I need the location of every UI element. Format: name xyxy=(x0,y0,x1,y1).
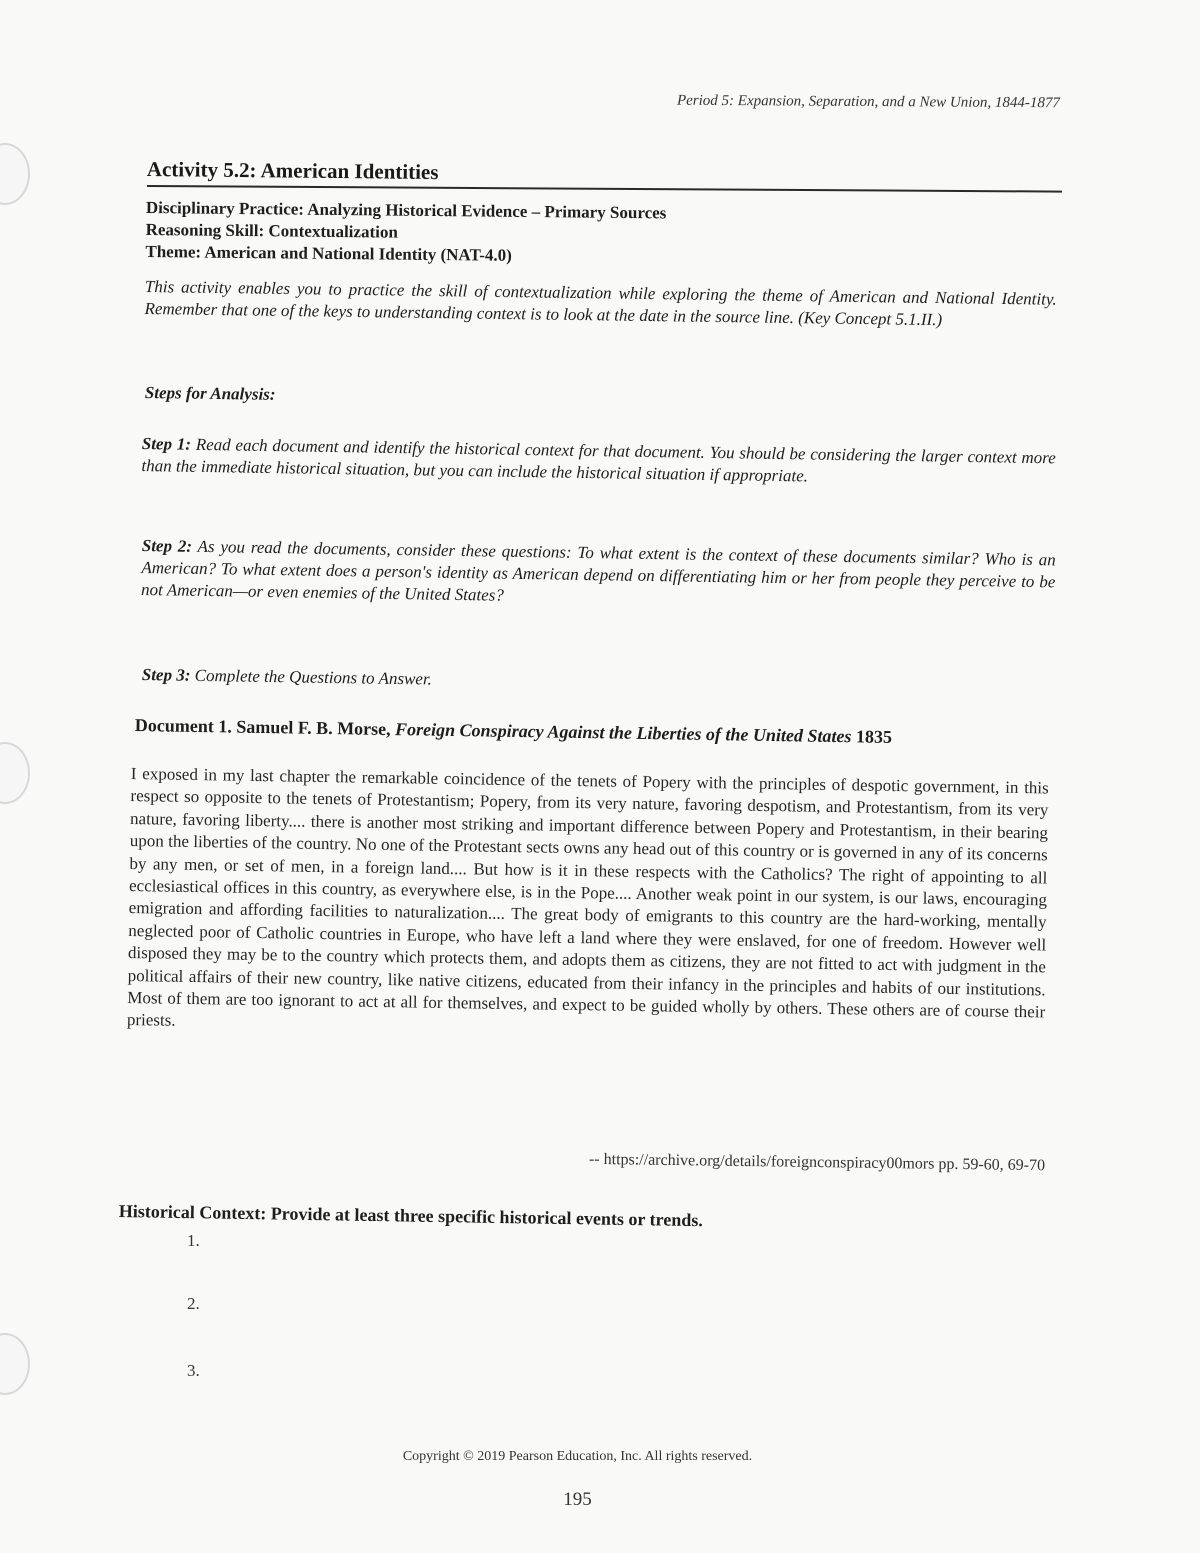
steps-heading: Steps for Analysis: xyxy=(144,383,276,404)
document-body: I exposed in my last chapter the remarkable coincidence of the tenets of Popery with the principles of despotic government, in this respect so opposite to the tenets of Protestantism; Popery, from its very nature, favoring despotism, and Protestantism, from its very nature, favoring liberty.... there is another most striking and important difference between Popery and Protestantism, in their bearing upon the liberties of the country. No one of the Protestant sects owns any head out of this country or is governed in any of its concerns by any men, or set of men, in a foreign land.... But how is it in these respects with the Catholics? The right of appointing to all ecclesiastical offices in this country, as everywhere else, is in the Pope.... Another weak point in our system, is our laws, encouraging emigration and affording facilities to naturalization.... The great body of emigrants to this country are the hard-working, mentally neglected poor of Catholic countries in Europe, who have left a land where they were enslaved, for one of freedom. However well disposed they may be to the country which protects them, and adopts them as citizens, they are not fitted to act with judgment in the political affairs of their new country, like native citizens, educated from their infancy in the principles and habits of our institutions. Most of them are too ignorant to act at all for themselves, and expect to be guided wholly by others. These others are of course their priests. xyxy=(126,763,1049,1031)
step-3 xyxy=(142,664,1056,700)
step-1 xyxy=(141,433,1056,491)
theme: Theme: American and National Identity (NAT-4.0) xyxy=(145,241,512,265)
punch-hole-bottom xyxy=(0,1333,30,1395)
document-heading xyxy=(135,715,892,748)
running-head: Period 5: Expansion, Separation, and a New Union, 1844-1877 xyxy=(677,92,1061,112)
step-2 xyxy=(141,535,1056,615)
document-work-title: Foreign Conspiracy Against the Liberties of the United States xyxy=(394,719,852,747)
context-item-3: 3. xyxy=(187,1361,200,1380)
document-year: 1835 xyxy=(851,726,893,747)
punch-hole-middle xyxy=(0,742,30,804)
copyright-notice: Copyright © 2019 Pearson Education, Inc. All rights reserved. xyxy=(402,1449,753,1464)
disciplinary-practice: Disciplinary Practice: Analyzing Historical Evidence – Primary Sources xyxy=(145,197,667,223)
document-label: Document 1. Samuel F. B. Morse, xyxy=(134,715,396,740)
punch-hole-top xyxy=(0,143,30,205)
step-1-lead: Step 1: xyxy=(141,433,192,454)
step-2-text: As you read the documents, consider these questions: To what extent is the context of these documents similar? Who is an American? To what extent does a person's identity as American depend on differentiating him or her from people they perceive to be not American—or even enemies of the United States? xyxy=(140,536,1056,605)
context-item-2: 2. xyxy=(187,1294,200,1313)
reasoning-skill: Reasoning Skill: Contextualization xyxy=(145,219,398,242)
context-item-1: 1. xyxy=(187,1231,200,1250)
step-2-lead: Step 2: xyxy=(141,535,193,556)
step-3-text: Complete the Questions to Answer. xyxy=(190,665,433,689)
page-number: 195 xyxy=(563,1489,592,1510)
document-source: -- https://archive.org/details/foreignconspiracy00mors pp. 59-60, 69-70 xyxy=(588,1150,1046,1175)
historical-context-prompt: Historical Context: Provide at least three specific historical events or trends. xyxy=(118,1201,703,1231)
step-3-lead: Step 3: xyxy=(141,664,191,685)
step-1-text: Read each document and identify the historical context for that document. You should be considering the larger context more than the immediate historical situation, but you can include the historical situation if appropriate. xyxy=(141,434,1056,486)
title-rule xyxy=(147,185,1062,193)
activity-meta xyxy=(145,197,666,268)
activity-title: Activity 5.2: American Identities xyxy=(146,157,439,185)
activity-intro: This activity enables you to practice the skill of contextualization while exploring the theme of American and National Identity. Remember that one of the keys to understanding context is to look at the date in the source line. (Key Concept 5.1.II.) xyxy=(144,276,1057,330)
